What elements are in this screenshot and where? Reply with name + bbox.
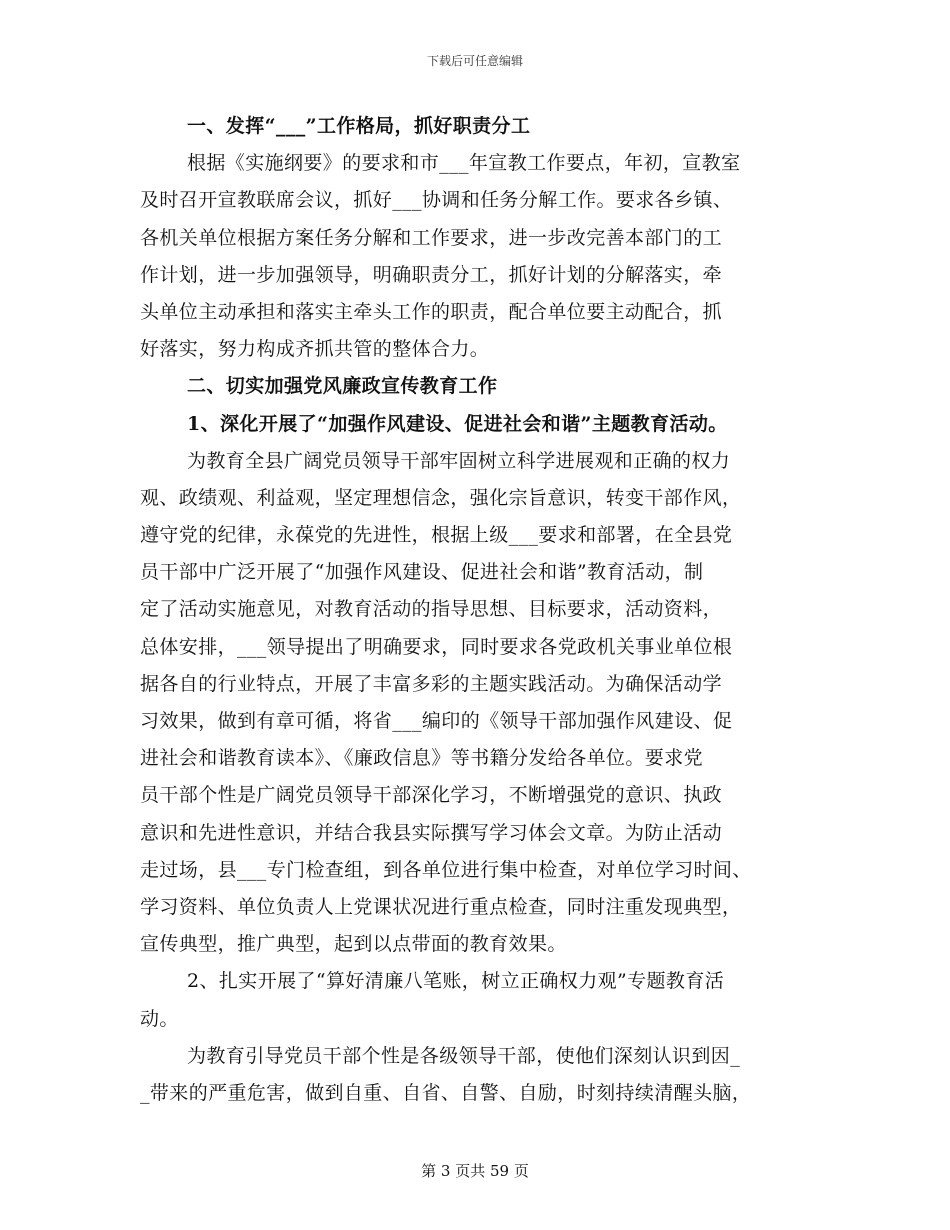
paragraph-line: 作计划，进一步加强领导，明确职责分工，抓好计划的分解落实，牵: [140, 263, 723, 286]
section-heading-line: 一、发挥“___”工作格局，抓好职责分工: [187, 115, 531, 137]
document-body: [140, 108, 820, 1112]
paragraph-line: 及时召开宣教联席会议，抓好___协调和任务分解工作。要求各乡镇、: [140, 189, 733, 212]
paragraph-line: 根据《实施纲要》的要求和市___年宣教工作要点，年初，宣教室: [187, 152, 741, 175]
paragraph-line: 员干部个性是广阔党员领导干部深化学习，不断增强党的意识、执政: [140, 784, 723, 807]
paragraph-line: 为教育全县广阔党员领导干部牢固树立科学进展观和正确的权力: [187, 449, 731, 472]
paragraph-line: 遵守党的纪律，永葆党的先进性，根据上级___要求和部署，在全县党: [140, 524, 733, 547]
paragraph-line: 定了活动实施意见，对教育活动的指导思想、目标要求，活动资料，: [140, 598, 723, 621]
paragraph-line: 宣传典型，推广典型，起到以点带面的教育效果。: [140, 933, 567, 956]
paragraph-line: 总体安排，___领导提出了明确要求，同时要求各党政机关事业单位根: [140, 635, 733, 658]
paragraph-line: 头单位主动承担和落实主牵头工作的职责，配合单位要主动配合，抓: [140, 300, 723, 323]
paragraph-line: 动。: [140, 1007, 179, 1030]
page-number-footer: 第 3 页共 59 页: [421, 1162, 529, 1180]
paragraph-line: 意识和先进性意识，并结合我县实际撰写学习体会文章。为防止活动: [140, 821, 723, 844]
paragraph-line: 好落实，努力构成齐抓共管的整体合力。: [140, 338, 490, 361]
paragraph-line: 走过场，县___专门检查组，到各单位进行集中检查，对单位学习时间、: [140, 858, 752, 881]
paragraph-line: 观、政绩观、利益观，坚定理想信念，强化宗旨意识，转变干部作风，: [140, 486, 742, 509]
paragraph-line: 进社会和谐教育读本》、《廉政信息》等书籍分发给各单位。要求党: [140, 747, 704, 770]
paragraph-line: 习效果，做到有章可循，将省___编印的《领导干部加强作风建设、促: [140, 710, 733, 732]
section-heading-line: 1、深化开展了“加强作风建设、促进社会和谐”主题教育活动。: [187, 412, 728, 435]
paragraph-line: 员干部中广泛开展了“加强作风建设、促进社会和谐”教育活动，制: [140, 561, 704, 584]
paragraph-line: 据各自的行业特点，开展了丰富多彩的主题实践活动。为确保活动学: [140, 672, 723, 695]
paragraph-line: 学习资料、单位负责人上党课状况进行重点检查，同时注重发现典型，: [140, 895, 742, 918]
page-header: 下载后可任意编辑: [426, 54, 523, 68]
paragraph-line: _带来的严重危害，做到自重、自省、自警、自励，时刻持续清醒头脑，: [140, 1081, 752, 1104]
paragraph-line: 各机关单位根据方案任务分解和工作要求，进一步改完善本部门的工: [140, 226, 723, 249]
paragraph-line: 为教育引导党员干部个性是各级领导干部，使他们深刻认识到因_: [187, 1044, 741, 1067]
paragraph-line: 2、扎实开展了“算好清廉八笔账，树立正确权力观”专题教育活: [187, 970, 725, 993]
section-heading-line: 二、切实加强党风廉政宣传教育工作: [187, 375, 498, 398]
